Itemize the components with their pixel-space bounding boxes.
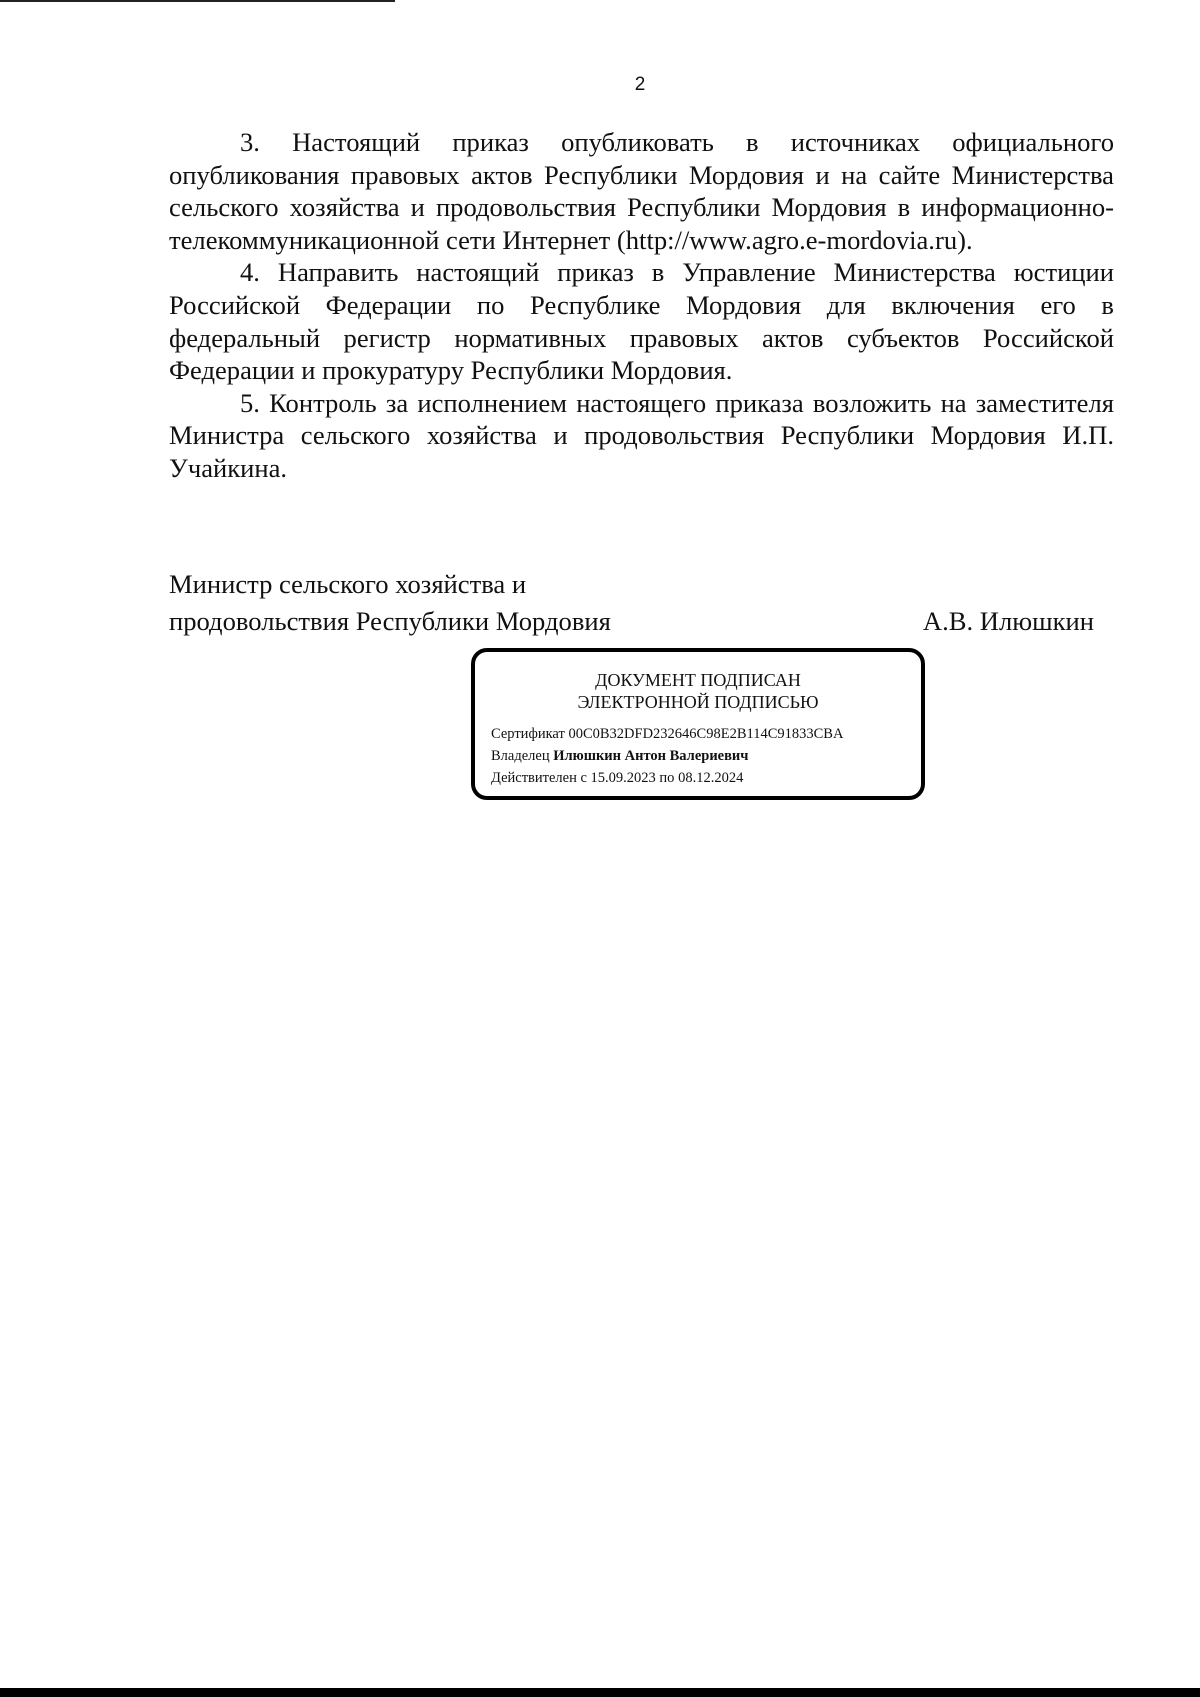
paragraph-5: 5. Контроль за исполнением настоящего приказа возложить на заместителя Министра сельского хозяйства и продовольствия Республики Мордовия И.П. Учайкина. — [169, 387, 1114, 483]
signer-name: А.В. Илюшкин — [922, 606, 1094, 636]
stamp-validity-line — [491, 767, 905, 789]
stamp-certificate-line — [491, 723, 905, 745]
owner-label: Владелец — [491, 748, 550, 764]
signer-position-line2: продовольствия Республики Мордовия — [169, 606, 611, 636]
electronic-signature-stamp — [471, 648, 925, 800]
paragraph-4: 4. Направить настоящий приказ в Управление Министерства юстиции Российской Федерации по Республике Мордовия для включения его в федеральный регистр нормативных правовых актов субъектов Российской Федерации и прокуратуру Республики Мордовия. — [169, 257, 1114, 386]
stamp-owner-line — [491, 745, 905, 767]
stamp-header-line2: ЭЛЕКТРОННОЙ ПОДПИСЬЮ — [577, 692, 819, 712]
certificate-label: Сертификат — [491, 726, 565, 742]
document-body — [169, 126, 1114, 485]
valid-to-label: по — [659, 770, 675, 786]
stamp-header — [491, 669, 905, 713]
scan-edge-bottom — [0, 1688, 1200, 1697]
paragraph-3: 3. Настоящий приказ опубликовать в источниках официального опубликования правовых актов Республики Мордовия и на сайте Министерства сельского хозяйства и продовольствия Республики Мордовия в информационно-телекоммуникационной сети Интернет (http://www.agro.e-mordovia.ru). — [169, 127, 1114, 255]
valid-to: 08.12.2024 — [678, 770, 744, 786]
scan-edge-top — [0, 0, 395, 2]
certificate-value: 00C0B32DFD232646C98E2B114C91833CBA — [568, 726, 844, 742]
valid-label: Действителен с — [491, 770, 587, 786]
signature-row — [169, 603, 1094, 640]
signer-position-line1: Министр сельского хозяйства и — [169, 569, 527, 599]
page-number: 2 — [634, 74, 646, 95]
signature-block — [169, 566, 1094, 640]
stamp-header-line1: ДОКУМЕНТ ПОДПИСАН — [595, 670, 801, 690]
valid-from: 15.09.2023 — [590, 770, 656, 786]
owner-value: Илюшкин Антон Валериевич — [553, 748, 749, 764]
